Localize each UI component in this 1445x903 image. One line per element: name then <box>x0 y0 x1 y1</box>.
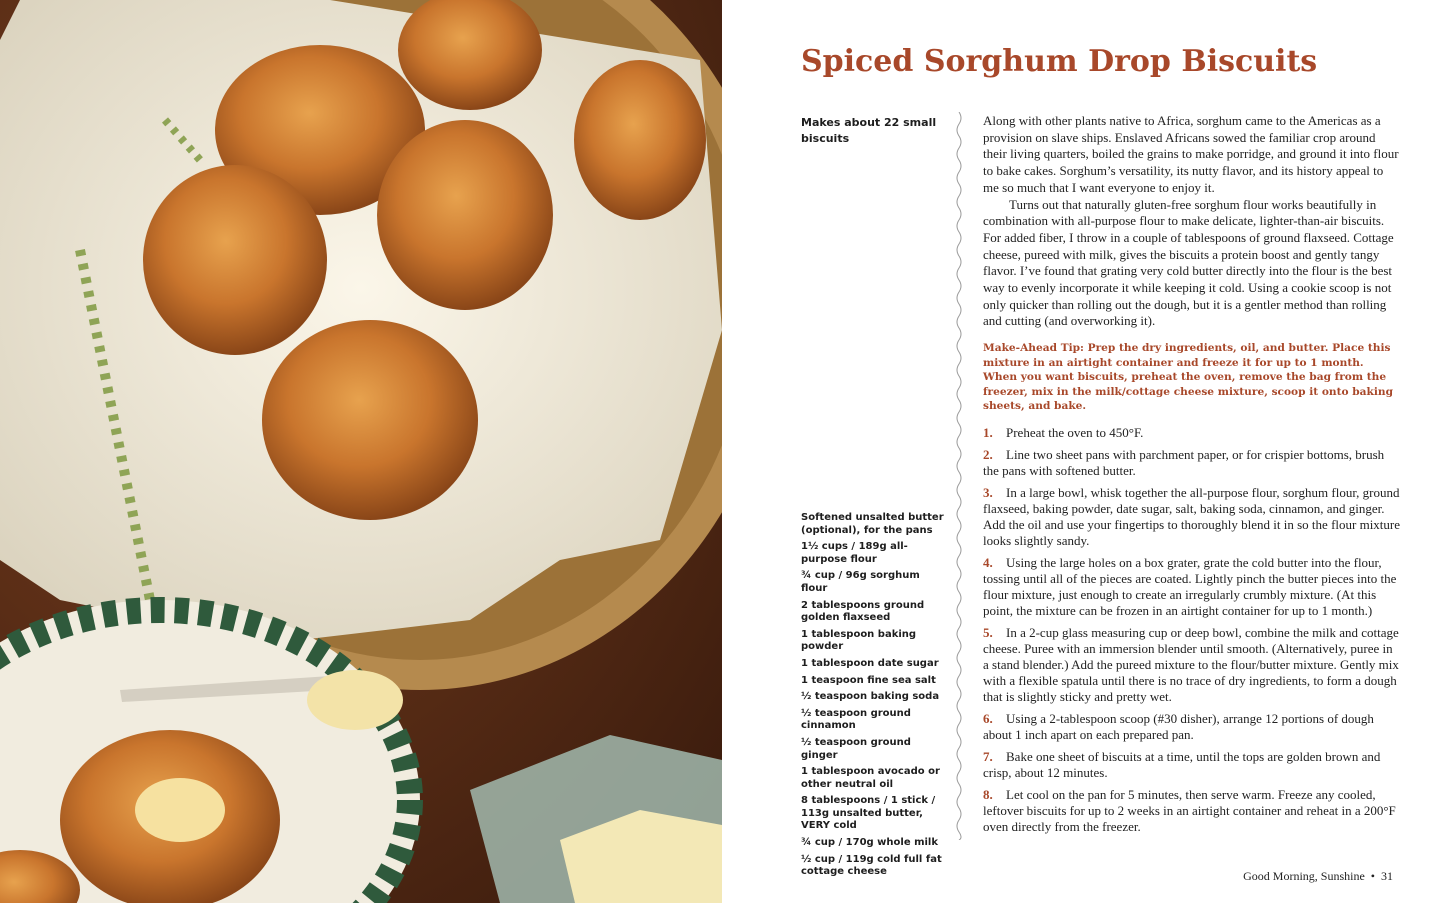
step-number: 7. <box>983 749 993 764</box>
ingredient-item: 1½ cups / 189g all-purpose flour <box>801 541 908 565</box>
step-number: 3. <box>983 485 993 500</box>
recipe-title: Spiced Sorghum Drop Biscuits <box>801 44 1318 79</box>
step-item <box>983 485 1401 549</box>
ingredient-item: ½ teaspoon baking soda <box>801 691 940 703</box>
ingredient-item: ½ teaspoon ground cinnamon <box>801 707 911 732</box>
step-item <box>983 447 1401 479</box>
step-item <box>983 749 1401 781</box>
ingredient-item: 1 tablespoon date sugar <box>801 657 939 669</box>
step-number: 5. <box>983 625 993 640</box>
page-footer <box>1243 869 1393 884</box>
ingredient-item: 8 tablespoons / 1 stick / 113g unsalted butter, VERY cold <box>801 795 936 832</box>
footer-separator: • <box>1370 869 1375 883</box>
step-text: Using a 2-tablespoon scoop (#30 disher), arrange 12 portions of dough about 1 inch apart on each prepared pan. <box>983 711 1374 742</box>
step-text: Preheat the oven to 450°F. <box>1006 425 1144 440</box>
step-item <box>983 555 1401 619</box>
intro-paragraph: Along with other plants native to Africa, sorghum came to the Americas as a provision on slave ships. Enslaved Africans sowed the familiar crop around their living quarters, boiled the grains to make porridge, and ground it into flour to bake cakes. Sorghum’s versatility, its nutty flavor, and its history appeal to me so much that I want everyone to enjoy it. <box>983 113 1399 195</box>
step-item <box>983 787 1401 835</box>
step-text: In a 2-cup glass measuring cup or deep bowl, combine the milk and cottage cheese. Puree with an immersion blender until smooth. (Alternatively, puree in a stand blender.) Add the pureed mixture to the flour/butter mixture. Gently mix with a flexible spatula until there is no trace of dry ingredients, to form a dough that is slightly sticky and pretty wet. <box>983 625 1399 704</box>
wavy-divider <box>953 112 965 840</box>
intro-paragraph: Turns out that naturally gluten-free sorghum flour works beautifully in combination with all-purpose flour to make delicate, lighter-than-air biscuits. For added fiber, I throw in a couple of tablespoons of ground flaxseed. Cottage cheese, pureed with milk, gives the biscuits a protein boost and gently tangy flavor. I’ve found that grating very cold butter directly into the flour is the best way to evenly incorporate it while keeping it cold. Using a cookie scoop is not only quicker than rolling out the dough, but it is a gentler method than rolling and cutting (and overworking it). <box>983 196 1394 329</box>
ingredient-item: 2 tablespoons ground golden flaxseed <box>801 599 925 624</box>
ingredient-item: ½ cup / 119g cold full fat cottage cheese <box>801 853 942 878</box>
step-number: 1. <box>983 425 993 440</box>
ingredient-item: Softened unsalted butter (optional), for the pans <box>801 512 944 536</box>
step-number: 4. <box>983 555 993 570</box>
step-number: 2. <box>983 447 993 462</box>
ingredient-item: ½ teaspoon ground ginger <box>801 736 911 761</box>
method-steps <box>983 425 1401 841</box>
ingredient-item: 1 tablespoon baking powder <box>801 628 917 653</box>
make-ahead-tip: Make-Ahead Tip: Prep the dry ingredients, oil, and butter. Place this mixture in an airtight container and freeze it for up to 1 month. When you want biscuits, preheat the oven, remove the bag from the freezer, mix in the milk/cottage cheese mixture, scoop it onto baking sheets, and bake. <box>983 342 1393 413</box>
step-text: Line two sheet pans with parchment paper, or for crispier bottoms, brush the pans with softened butter. <box>983 447 1385 478</box>
step-text: Let cool on the pan for 5 minutes, then serve warm. Freeze any cooled, leftover biscuits for up to 2 weeks in an airtight container and reheat in a 200°F oven directly from the freezer. <box>983 787 1396 834</box>
step-number: 6. <box>983 711 993 726</box>
ingredient-item: ¾ cup / 170g whole milk <box>801 837 939 849</box>
ingredient-item: 1 tablespoon avocado or other neutral oil <box>801 766 940 790</box>
step-text: Using the large holes on a box grater, grate the cold butter into the flour, tossing until all of the pieces are coated. Lightly pinch the butter pieces into the flour mixture, just enough to create an irregularly crumbly mixture. (At this point, the mixture can be frozen in an airtight container for up to 1 month.) <box>983 555 1397 618</box>
step-number: 8. <box>983 787 993 802</box>
step-item <box>983 425 1401 441</box>
step-item <box>983 625 1401 705</box>
ingredient-item: 1 teaspoon fine sea salt <box>801 674 936 686</box>
recipe-yield: Makes about 22 small biscuits <box>801 116 937 145</box>
step-text: Bake one sheet of biscuits at a time, until the tops are golden brown and crisp, about 12 minutes. <box>983 749 1381 780</box>
step-item <box>983 711 1401 743</box>
page-number: 31 <box>1381 869 1393 883</box>
section-name: Good Morning, Sunshine <box>1243 869 1365 883</box>
biscuits-photo <box>0 0 722 903</box>
ingredient-item: ¾ cup / 96g sorghum flour <box>801 570 920 594</box>
step-text: In a large bowl, whisk together the all-purpose flour, sorghum flour, ground flaxseed, baking powder, date sugar, salt, baking soda, cinnamon, and ginger. Add the oil and use your fingertips to thoroughly blend it in so the flour mixture looks slightly sandy. <box>983 485 1401 548</box>
recipe-intro <box>983 113 1401 330</box>
ingredient-list <box>801 512 949 883</box>
